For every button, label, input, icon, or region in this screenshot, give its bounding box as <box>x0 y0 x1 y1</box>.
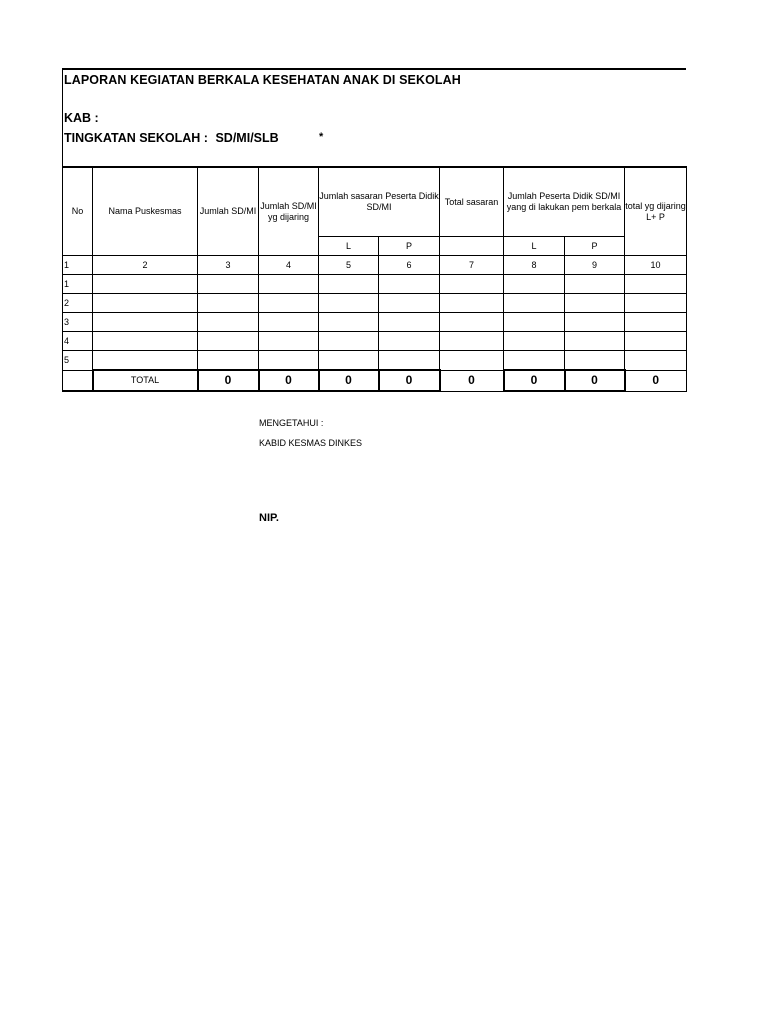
report-table <box>62 166 687 392</box>
data-cell[interactable] <box>379 294 440 313</box>
data-cell[interactable] <box>379 332 440 351</box>
data-cell[interactable] <box>259 313 319 332</box>
header-jumlah-sd: Jumlah SD/MI <box>198 167 259 256</box>
total-value: 0 <box>504 370 565 391</box>
kab-label: KAB : <box>64 111 99 125</box>
data-cell[interactable] <box>565 332 625 351</box>
header-total-dijaring: total yg dijaring L+ P <box>625 167 687 256</box>
data-cell[interactable] <box>625 351 687 371</box>
header-peserta-l: L <box>504 237 565 256</box>
data-cell[interactable] <box>625 294 687 313</box>
data-cell[interactable] <box>440 332 504 351</box>
data-cell[interactable] <box>319 313 379 332</box>
row-number: 3 <box>63 313 93 332</box>
left-border-rule <box>62 68 63 168</box>
data-cell[interactable] <box>504 351 565 371</box>
data-cell[interactable] <box>259 332 319 351</box>
data-cell[interactable] <box>440 294 504 313</box>
data-cell[interactable] <box>319 294 379 313</box>
data-cell[interactable] <box>259 294 319 313</box>
data-cell[interactable] <box>565 294 625 313</box>
data-cell[interactable] <box>440 313 504 332</box>
table-row <box>63 294 687 313</box>
header-sasaran-p: P <box>379 237 440 256</box>
column-number-cell: 7 <box>440 256 504 275</box>
data-cell[interactable] <box>319 275 379 294</box>
nama-puskesmas-cell[interactable] <box>93 351 198 371</box>
header-jumlah-sasaran: Jumlah sasaran Peserta Didik SD/MI <box>319 167 440 237</box>
data-cell[interactable] <box>504 332 565 351</box>
total-value: 0 <box>440 370 504 391</box>
report-title: LAPORAN KEGIATAN BERKALA KESEHATAN ANAK DI SEKOLAH <box>64 73 461 87</box>
nama-puskesmas-cell[interactable] <box>93 313 198 332</box>
header-total-sasaran: Total sasaran <box>440 167 504 237</box>
data-cell[interactable] <box>198 332 259 351</box>
data-cell[interactable] <box>198 351 259 371</box>
data-cell[interactable] <box>504 275 565 294</box>
data-cell[interactable] <box>565 351 625 371</box>
data-cell[interactable] <box>504 294 565 313</box>
table-row <box>63 332 687 351</box>
data-cell[interactable] <box>198 275 259 294</box>
table-row <box>63 351 687 371</box>
column-number-cell: 2 <box>93 256 198 275</box>
header-jumlah-peserta: Jumlah Peserta Didik SD/MI yang di lakukan pem berkala <box>504 167 625 237</box>
data-cell[interactable] <box>504 313 565 332</box>
data-cell[interactable] <box>625 275 687 294</box>
data-cell[interactable] <box>198 313 259 332</box>
data-cell[interactable] <box>259 275 319 294</box>
asterisk-mark: * <box>319 131 324 143</box>
data-cell[interactable] <box>565 275 625 294</box>
header-no: No <box>63 167 93 256</box>
data-cell[interactable] <box>379 351 440 371</box>
data-cell[interactable] <box>319 332 379 351</box>
total-value: 0 <box>198 370 259 391</box>
total-blank-cell <box>63 370 93 391</box>
total-value: 0 <box>625 370 687 391</box>
data-cell[interactable] <box>440 275 504 294</box>
table-row <box>63 313 687 332</box>
nip-label: NIP. <box>259 512 279 524</box>
total-value: 0 <box>379 370 440 391</box>
total-value: 0 <box>259 370 319 391</box>
column-number-cell: 6 <box>379 256 440 275</box>
tingkatan-row <box>64 131 279 145</box>
mengetahui-label: MENGETAHUI : <box>259 418 324 428</box>
nama-puskesmas-cell[interactable] <box>93 275 198 294</box>
data-cell[interactable] <box>198 294 259 313</box>
data-cell[interactable] <box>319 351 379 371</box>
total-label: TOTAL <box>93 370 198 391</box>
row-number: 1 <box>63 275 93 294</box>
row-number: 4 <box>63 332 93 351</box>
header-peserta-p: P <box>565 237 625 256</box>
header-jumlah-sd-dijaring: Jumlah SD/MI yg dijaring <box>259 167 319 256</box>
kabid-label: KABID KESMAS DINKES <box>259 438 363 448</box>
total-value: 0 <box>565 370 625 391</box>
data-cell[interactable] <box>379 275 440 294</box>
total-value: 0 <box>319 370 379 391</box>
header-nama-puskesmas: Nama Puskesmas <box>93 167 198 256</box>
data-cell[interactable] <box>379 313 440 332</box>
nama-puskesmas-cell[interactable] <box>93 294 198 313</box>
header-total-sasaran-blank <box>440 237 504 256</box>
data-cell[interactable] <box>440 351 504 371</box>
column-number-cell: 8 <box>504 256 565 275</box>
column-number-cell: 1 <box>63 256 93 275</box>
data-cell[interactable] <box>625 313 687 332</box>
data-cell[interactable] <box>259 351 319 371</box>
tingkatan-value: SD/MI/SLB <box>215 131 279 145</box>
data-cell[interactable] <box>565 313 625 332</box>
row-number: 2 <box>63 294 93 313</box>
row-number: 5 <box>63 351 93 371</box>
data-cell[interactable] <box>625 332 687 351</box>
nama-puskesmas-cell[interactable] <box>93 332 198 351</box>
table-row <box>63 275 687 294</box>
column-number-cell: 10 <box>625 256 687 275</box>
column-number-cell: 3 <box>198 256 259 275</box>
header-sasaran-l: L <box>319 237 379 256</box>
top-border-rule <box>63 68 686 70</box>
column-number-cell: 9 <box>565 256 625 275</box>
total-row <box>63 370 687 391</box>
column-number-cell: 4 <box>259 256 319 275</box>
tingkatan-label: TINGKATAN SEKOLAH : <box>64 131 208 145</box>
column-number-cell: 5 <box>319 256 379 275</box>
